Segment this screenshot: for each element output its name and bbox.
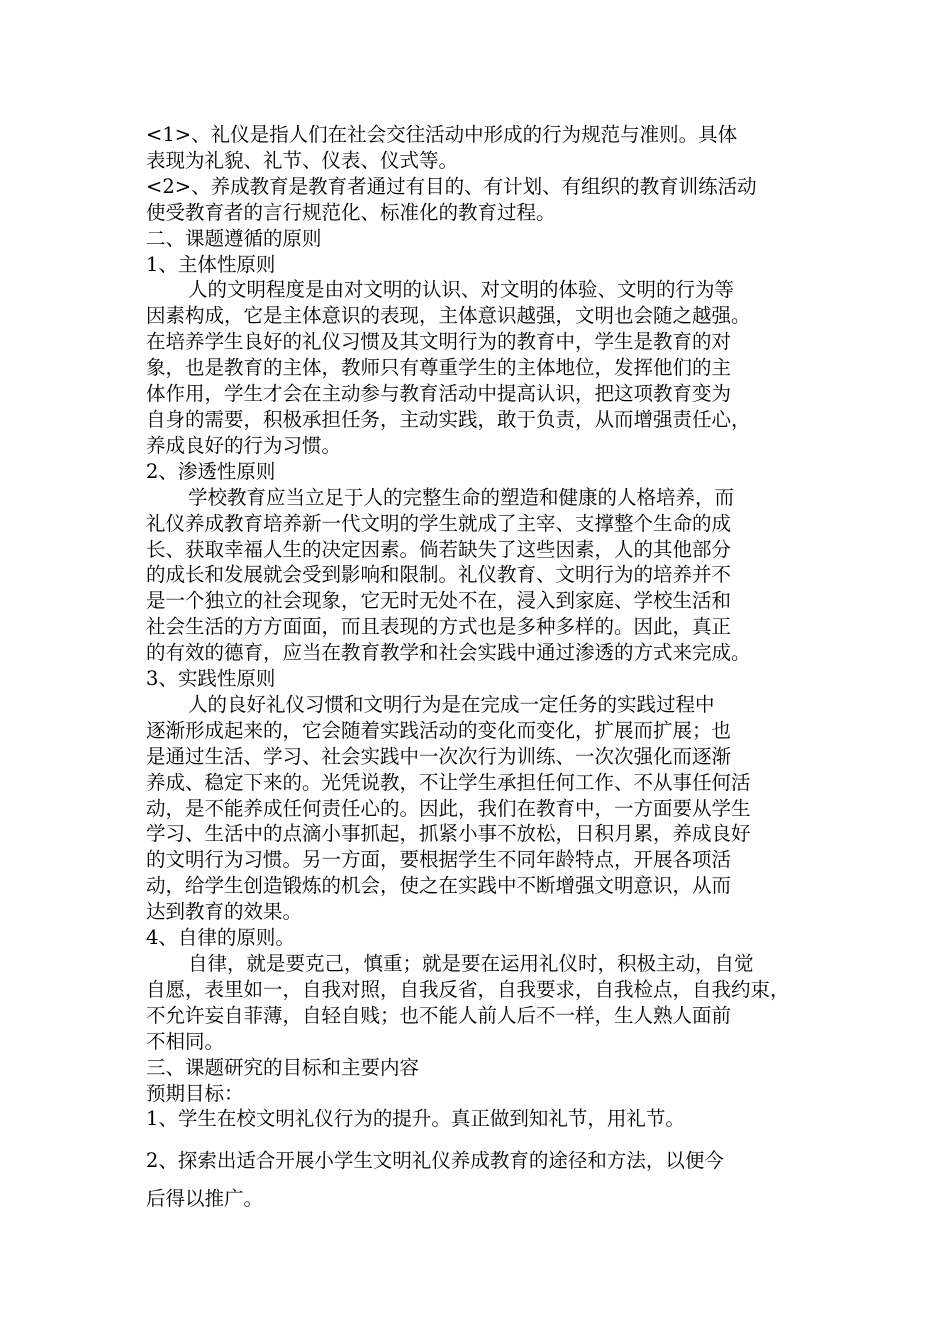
paragraph-line: 象，也是教育的主体，教师只有尊重学生的主体地位，发挥他们的主 <box>146 356 732 380</box>
section-heading-principles: 二、课题遵循的原则 <box>146 226 322 250</box>
paragraph-line: 学习、生活中的点滴小事抓起，抓紧小事不放松，日积月累，养成良好 <box>146 822 751 846</box>
paragraph-line: 不相同。 <box>146 1029 225 1053</box>
principle-heading: 3、实践性原则 <box>146 667 276 691</box>
section-heading-goals: 三、课题研究的目标和主要内容 <box>146 1055 420 1079</box>
principle-self-discipline <box>146 925 826 1055</box>
paragraph-line: 是通过生活、学习、社会实践中一次次行为训练、一次次强化而逐渐 <box>146 744 732 768</box>
principle-subjectivity <box>146 252 826 459</box>
goal-item-2 <box>146 1142 826 1218</box>
principle-penetration <box>146 459 826 666</box>
paragraph-line: 是一个独立的社会现象，它无时无处不在，浸入到家庭、学校生活和 <box>146 589 732 613</box>
goals-label: 预期目标： <box>146 1081 244 1105</box>
text-line: 表现为礼貌、礼节、仪表、仪式等。 <box>146 148 459 172</box>
goal-line: 2、探索出适合开展小学生文明礼仪养成教育的途径和方法，以便今 <box>146 1149 724 1173</box>
principle-practice <box>146 666 826 925</box>
paragraph-line: 养成、稳定下来的。光凭说教，不让学生承担任何工作、不从事任何活 <box>146 770 751 794</box>
paragraph-line: 不允许妄自菲薄，自轻自贱；也不能人前人后不一样，生人熟人面前 <box>146 1003 732 1027</box>
paragraph-line: 逐渐形成起来的，它会随着实践活动的变化而变化，扩展而扩展；也 <box>146 718 732 742</box>
paragraph-line: 达到教育的效果。 <box>146 900 303 924</box>
paragraph-line: 动，给学生创造锻炼的机会，使之在实践中不断增强文明意识，从而 <box>146 874 732 898</box>
paragraph-line: 在培养学生良好的礼仪习惯及其文明行为的教育中，学生是教育的对 <box>146 330 732 354</box>
paragraph-line: 自律，就是要克己，慎重；就是要在运用礼仪时，积极主动，自觉 <box>188 952 754 975</box>
paragraph-line: 的文明行为习惯。另一方面，要根据学生不同年龄特点，开展各项活 <box>146 848 732 872</box>
goal-line: 后得以推广。 <box>146 1187 264 1211</box>
paragraph-line: 体作用，学生才会在主动参与教育活动中提高认识，把这项教育变为 <box>146 382 732 406</box>
paragraph-line: 长、获取幸福人生的决定因素。倘若缺失了这些因素，人的其他部分 <box>146 537 732 561</box>
paragraph-line: 礼仪养成教育培养新一代文明的学生就成了主宰、支撑整个生命的成 <box>146 511 732 535</box>
text-line: <2>、养成教育是教育者通过有目的、有计划、有组织的教育训练活动 <box>146 174 757 198</box>
principle-heading: 4、自律的原则。 <box>146 926 295 950</box>
paragraph-line: 社会生活的方方面面，而且表现的方式也是多种多样的。因此，真正 <box>146 615 732 639</box>
definition-habit-education <box>146 174 826 226</box>
paragraph-line: 因素构成，它是主体意识的表现，主体意识越强，文明也会随之越强。 <box>146 304 751 328</box>
paragraph-line: 自身的需要，积极承担任务，主动实践，敢于负责，从而增强责任心， <box>146 407 751 431</box>
paragraph-line: 的成长和发展就会受到影响和限制。礼仪教育、文明行为的培养并不 <box>146 563 732 587</box>
paragraph-line: 学校教育应当立足于人的完整生命的塑造和健康的人格培养，而 <box>188 485 735 509</box>
definition-etiquette <box>146 122 826 174</box>
goal-item: 1、学生在校文明礼仪行为的提升。真正做到知礼节，用礼节。 <box>146 1107 685 1131</box>
principle-heading: 1、主体性原则 <box>146 252 276 276</box>
principle-heading: 2、渗透性原则 <box>146 459 276 483</box>
paragraph-line: 的有效的德育，应当在教育教学和社会实践中通过渗透的方式来完成。 <box>146 641 751 665</box>
document-page <box>146 122 826 1218</box>
text-line: <1>、礼仪是指人们在社会交往活动中形成的行为规范与准则。具体 <box>146 123 738 146</box>
paragraph-line: 人的良好礼仪习惯和文明行为是在完成一定任务的实践过程中 <box>188 692 715 716</box>
paragraph-line: 人的文明程度是由对文明的认识、对文明的体验、文明的行为等 <box>188 278 735 302</box>
paragraph-line: 动，是不能养成任何责任心的。因此，我们在教育中，一方面要从学生 <box>146 796 751 820</box>
paragraph-line: 自愿，表里如一，自我对照，自我反省，自我要求，自我检点，自我约束， <box>146 977 790 1001</box>
paragraph-line: 养成良好的行为习惯。 <box>146 433 342 457</box>
text-line: 使受教育者的言行规范化、标准化的教育过程。 <box>146 200 556 224</box>
